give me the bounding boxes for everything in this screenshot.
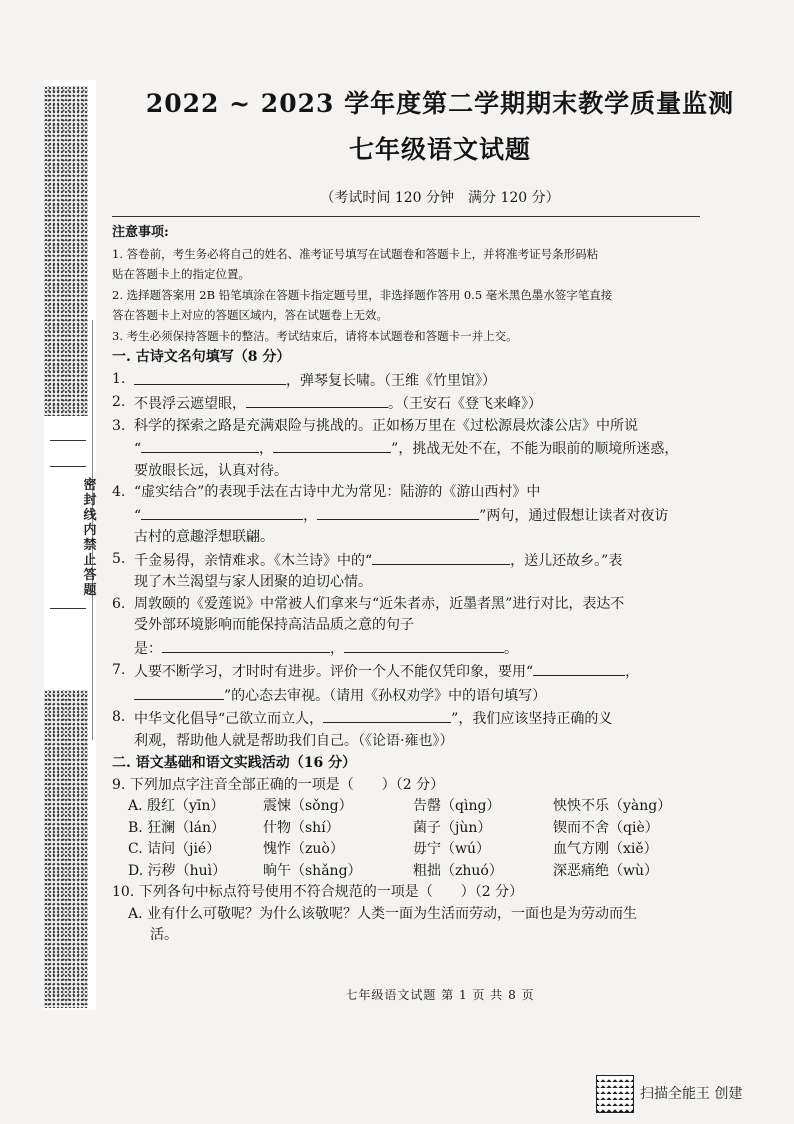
exam-content	[112, 222, 712, 947]
question-text: 千金易得，亲情难求。《木兰诗》中的“	[134, 552, 373, 569]
question-number: 7.	[112, 662, 126, 678]
exam-title: 2022 ~ 2023 学年度第二学期期末教学质量监测	[145, 89, 735, 118]
question-text: ，弹琴复长啸。（王维《竹里馆》）	[286, 372, 496, 389]
exam-meta: （考试时间 120 分钟 满分 120 分）	[320, 190, 560, 206]
answer-blank[interactable]	[323, 707, 451, 723]
question-7-cont	[112, 684, 712, 708]
question-text: 中华文化倡导“己欲立而立人，	[134, 711, 324, 727]
answer-blank[interactable]	[344, 637, 504, 653]
question-8	[112, 707, 712, 731]
question-7	[112, 660, 712, 684]
answer-blank[interactable]	[141, 437, 259, 453]
question-text: ”，我们应该坚持正确的义	[451, 711, 613, 727]
question-5	[112, 549, 712, 573]
answer-blank[interactable]	[141, 504, 303, 520]
option-d[interactable]: D. 污秽（huì）	[128, 862, 227, 879]
question-text: 受外部环境影响而能保持高洁品质之意的句子	[134, 617, 414, 633]
question-2	[112, 392, 712, 416]
punctuation: ，	[259, 441, 274, 457]
question-number: 3.	[112, 417, 126, 434]
question-text: 科学的探索之路是充满艰险与挑战的。正如杨万里在《过松源晨炊漆公店》中所说	[134, 417, 638, 434]
notice-item: 3. 考生必须保持答题卡的整洁。考试结束后，请将本试题卷和答题卡一并上交。	[112, 328, 518, 343]
question-4	[112, 482, 712, 504]
question-text: 现了木兰渴望与家人团聚的迫切心情。	[134, 574, 372, 590]
notice-heading: 注意事项:	[112, 225, 169, 240]
question-9-options	[112, 796, 712, 882]
question-6	[112, 594, 712, 616]
option-item: 毋宁（wú）	[413, 841, 490, 857]
punctuation: ，	[330, 640, 344, 657]
question-number: 6.	[112, 595, 126, 612]
question-text: 周敦颐的《爱莲说》中常被人们拿来与“近朱者赤，近墨者黑”进行对比，表达不	[134, 595, 625, 612]
answer-blank[interactable]	[317, 504, 479, 520]
question-text: ”，挑战无处不在，不能为眼前的顺境所迷惑，	[391, 441, 679, 457]
option-c[interactable]: C. 诘问（jié）	[128, 841, 221, 857]
answer-blank[interactable]	[246, 392, 388, 408]
question-text: ，送儿还故乡。”表	[510, 552, 623, 569]
binding-line	[50, 440, 86, 441]
binding-pattern-top	[44, 86, 88, 416]
option-item: 愧怍（zuò）	[263, 841, 344, 857]
question-10-stem: 10. 下列各句中标点符号使用不符合规范的一项是（ ）（2 分）	[112, 884, 524, 900]
question-text: 是：	[134, 640, 162, 657]
question-3	[112, 416, 712, 438]
notice-item: 贴在答题卡上的指定位置。	[112, 267, 250, 281]
page-footer: 七年级语文试题 第 1 页 共 8 页	[345, 988, 535, 1002]
header-rule	[112, 216, 700, 217]
scanner-watermark: 扫描全能王 创建	[640, 1086, 743, 1102]
binding-line	[50, 466, 86, 467]
quote-mark: “	[134, 507, 142, 524]
option-item: 告罄（qìng）	[413, 798, 501, 814]
option-b[interactable]: B. 狂澜（lán）	[128, 819, 226, 836]
question-text: 古村的意趣浮想联翩。	[134, 529, 274, 545]
notice-item: 答在答题卡上对应的答题区域内，答在试题卷上无效。	[112, 308, 388, 322]
option-a[interactable]: A. 殷红（yīn）	[128, 798, 225, 814]
exam-subtitle: 七年级语文试题	[348, 135, 531, 164]
answer-blank[interactable]	[273, 437, 391, 453]
punctuation: ，	[625, 664, 640, 680]
question-text: ”两句，通过假想让读者对夜访	[479, 507, 669, 524]
question-text: “虚实结合”的表现手法在古诗中尤为常见：陆游的《游山西村》中	[134, 484, 541, 500]
option-item: 晌午（shǎng）	[263, 862, 362, 879]
notice-item: 2. 选择题答案用 2B 铅笔填涂在答题卡指定题号里，非选择题作答用 0.5 毫米黑色墨水签字笔直接	[112, 287, 613, 302]
binding-line	[50, 608, 86, 609]
option-item: 什物（shí）	[263, 819, 340, 836]
option-item: 锲而不舍（qiè）	[553, 819, 659, 836]
notice-block	[112, 222, 712, 346]
question-text: 利观，帮助他人就是帮助我们自己。（《论语·雍也》）	[134, 732, 454, 749]
option-item: 菌子（jùn）	[413, 819, 492, 836]
notice-item: 1. 答卷前，考生务必将自己的姓名、准考证号填写在试题卷和答题卡上，并将准考证号条形码粘	[112, 246, 599, 261]
answer-blank[interactable]	[372, 549, 510, 565]
option-a-cont: 活。	[150, 927, 178, 943]
answer-blank[interactable]	[134, 369, 286, 385]
qr-code-icon	[596, 1075, 634, 1113]
question-number: 5.	[112, 550, 126, 567]
question-number: 1.	[112, 370, 126, 387]
question-text: 人要不断学习，才时时有进步。评价一个人不能仅凭印象，要用“	[134, 664, 534, 680]
punctuation: 。	[504, 640, 518, 657]
option-item: 深恶痛绝（wù）	[553, 862, 658, 879]
question-text: 要放眼长远，认真对待。	[134, 462, 288, 479]
punctuation: ，	[303, 507, 318, 524]
option-a[interactable]: A. 业有什么可敬呢？为什么该敬呢？人类一面为生活而劳动，一面也是为劳动而生	[128, 905, 638, 922]
question-text: ”的心态去审视。（请用《孙权劝学》中的语句填写）	[224, 687, 547, 704]
question-9-stem: 9. 下列加点字注音全部正确的一项是（ ）（2 分）	[112, 776, 445, 793]
option-item: 粗拙（zhuó）	[413, 862, 503, 879]
question-number: 8.	[112, 709, 126, 725]
question-3-blanks	[112, 437, 712, 461]
binding-pattern-bottom	[44, 690, 88, 1008]
section-heading: 二. 语文基础和语文实践活动（16 分）	[112, 755, 357, 771]
answer-blank[interactable]	[162, 637, 330, 653]
option-item: 怏怏不乐（yàng）	[553, 798, 672, 814]
seal-notice: 密封线内禁止答题	[83, 478, 97, 598]
question-1	[112, 369, 712, 393]
section-heading: 一. 古诗文名句填写（8 分）	[112, 349, 291, 365]
question-number: 4.	[112, 484, 126, 500]
question-4-blanks	[112, 504, 712, 528]
question-number: 2.	[112, 394, 126, 410]
option-item: 震悚（sǒng）	[263, 798, 353, 814]
quote-mark: “	[134, 441, 142, 457]
option-item: 血气方刚（xiě）	[553, 841, 658, 857]
answer-blank[interactable]	[134, 684, 224, 700]
answer-blank[interactable]	[533, 660, 625, 676]
question-text: 。（王安石《登飞来峰》）	[388, 396, 542, 412]
question-text: 不畏浮云遮望眼，	[134, 396, 246, 412]
question-6-blanks	[112, 637, 712, 661]
